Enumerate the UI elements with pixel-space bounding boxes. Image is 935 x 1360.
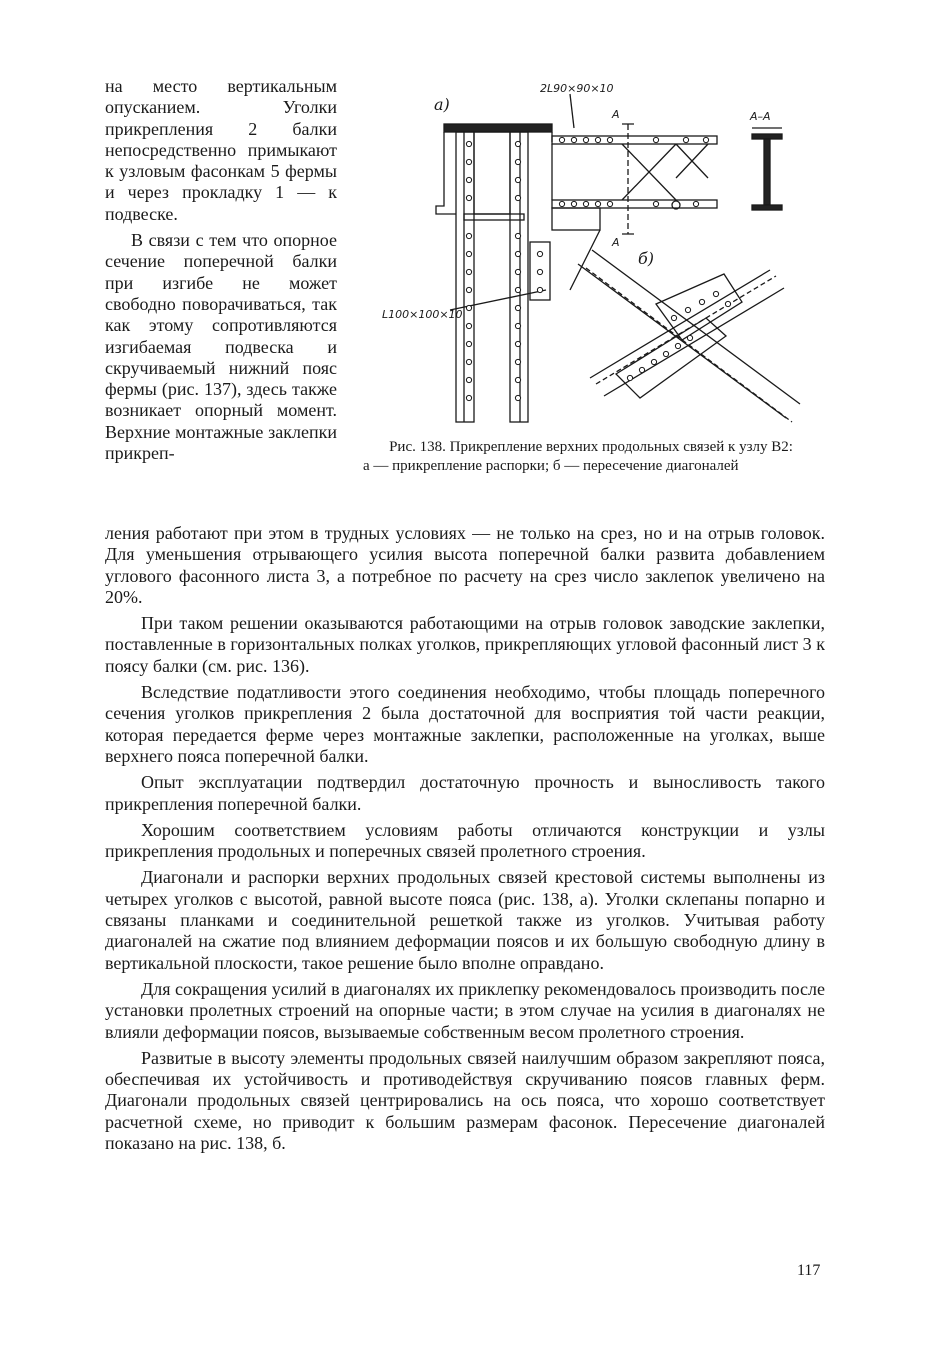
caption-title: Рис. 138. Прикрепление верхних продольных связей к узлу В2: — [389, 439, 793, 455]
paragraph: При таком решении оказываются работающими на отрыв головок заводские заклепки, поставленные в горизонтальных полках уголков, прикрепляющих угловой фасонный лист 3 к поясу балки (см. рис. 136). — [105, 613, 825, 676]
section-mark-bottom: A — [612, 236, 620, 249]
paragraph: Хорошим соответствием условиям работы отличаются конструкции и узлы прикрепления продольных и поперечных связей пролетного строения. — [105, 819, 825, 862]
angle-left-label: L100×100×10 — [382, 308, 463, 321]
page-number: 117 — [797, 1262, 821, 1279]
engineering-drawing — [360, 78, 830, 438]
paragraph: ления работают при этом в трудных условиях — не только на срез, но и на отрыв головок. Для уменьшения отрывающего усилия высота поперечной балки развита добавлением углового фасонного листа 3, а потребное по расчету на срез число заклепок увеличено на 20%. — [105, 523, 825, 607]
main-body-text — [105, 523, 825, 1154]
paragraph: Диагонали и распорки верхних продольных связей крестовой системы выполнены из четырех уголков с высотой, равной высоте пояса (рис. 138, а). Уголки склепаны попарно и связаны планками и соединительной решеткой также из уголков. Учитывая работу диагоналей на сжатие под влиянием деформации поясов и их большую свободную длину в вертикальной плоскости, такое решение было вполне оправдано. — [105, 867, 825, 973]
left-column-text — [105, 76, 337, 464]
paragraph: Развитые в высоту элементы продольных связей наилучшим образом закрепляют пояса, обеспечивая их устойчивость и противодействуя скручиванию поясов главных ферм. Диагонали продольных связей центрировались на ось пояса, что хорошо соответствует расчетной схеме, но приводит к большим размерам фасонок. Пересечение диагоналей показано на рис. 138, б. — [105, 1047, 825, 1154]
section-title: А–А — [750, 110, 771, 123]
paragraph: В связи с тем что опорное сечение поперечной балки при изгибе не может свободно поворачиваться, так как этому сопротивляются изгибаемая подвеска и скручиваемый нижний пояс фермы (рис. 137), здесь также возникает опорный момент. Верхние монтажные заклепки прикреп- — [105, 230, 337, 464]
paragraph: Вследствие податливости этого соединения необходимо, чтобы площадь поперечного сечения уголков прикрепления 2 была достаточной для восприятия той части реакции, которая передается ферме через монтажные заклепки, расположенные на уголках, выше верхнего пояса поперечной балки. — [105, 682, 825, 766]
section-mark-top: A — [612, 108, 620, 121]
figure-label-a: а) — [434, 95, 450, 114]
paragraph: на место вертикальным опусканием. Уголки прикрепления 2 балки непосредственно примыкают к узловым фасонкам 5 фермы и через прокладку 1 — к подвеске. — [105, 76, 337, 224]
paragraph: Для сокращения усилий в диагоналях их приклепку рекомендовалось производить после установки пролетных строений на опорные части; в этом случае на усилия в диагоналях не влияли деформации поясов, вызываемые собственным весом пролетного строения. — [105, 978, 825, 1042]
angle-top-label: 2L90×90×10 — [540, 82, 614, 95]
caption-parts: а — прикрепление распорки; б — пересечение диагоналей — [363, 457, 739, 474]
figure-label-b: б) — [638, 249, 655, 268]
paragraph: Опыт эксплуатации подтвердил достаточную прочность и выносливость такого прикрепления поперечной балки. — [105, 772, 825, 814]
figure-caption — [355, 438, 827, 475]
figure-138-drawing — [360, 78, 830, 438]
